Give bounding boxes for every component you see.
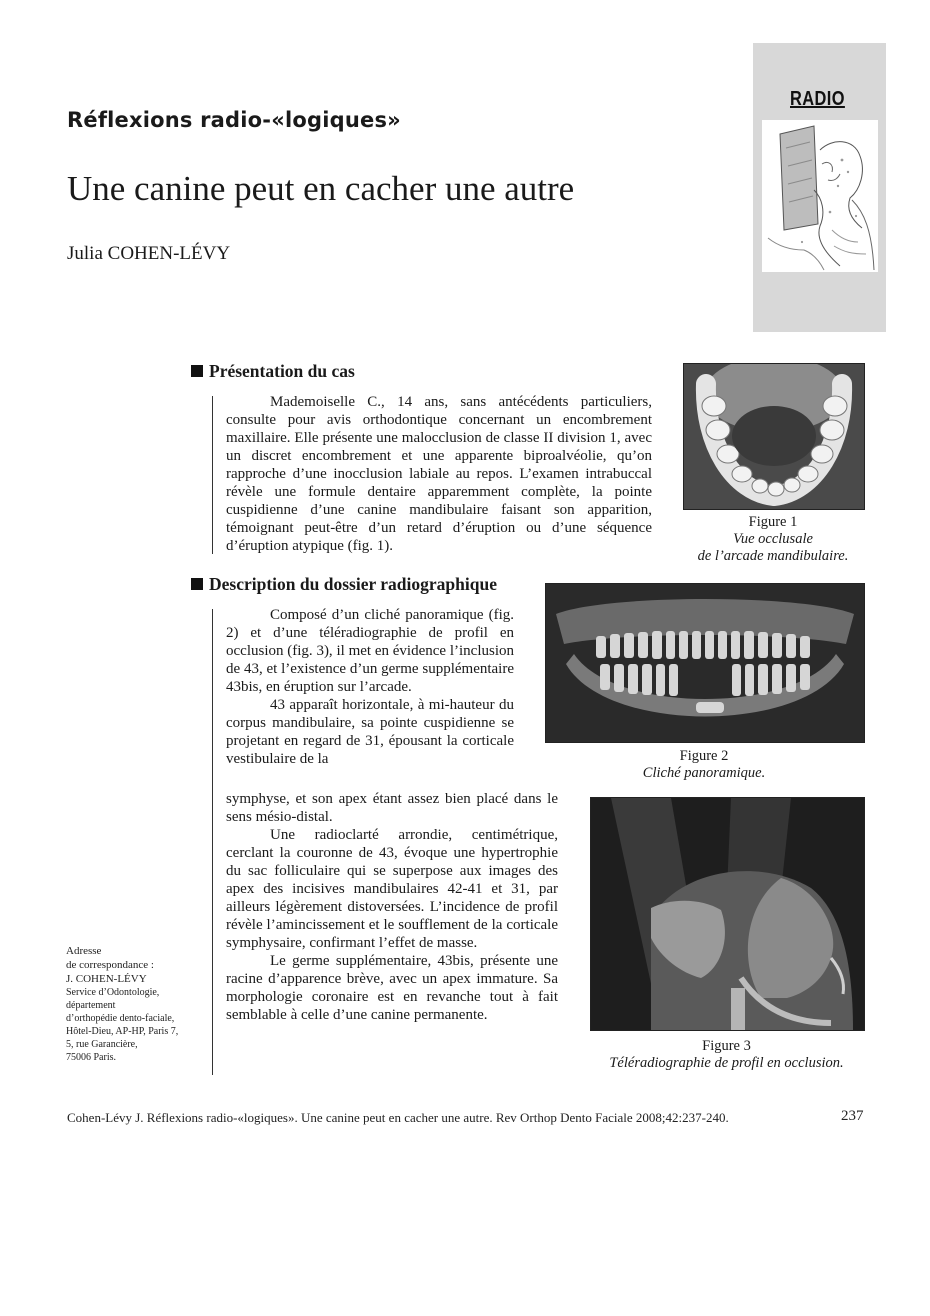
- radiographic-text-narrow: [226, 606, 514, 768]
- paragraph: Composé d’un cliché panoramique (fig. 2) et d’une téléradiographie de profil en occlusion (fig. 3), il met en évidence l’inclusion de 43, et l’existence d’un germe supplémentaire 43bis, en éruption sur l’arcade.: [226, 607, 514, 695]
- page-number: 237: [841, 1108, 864, 1124]
- radio-illustration: [762, 120, 878, 272]
- author-line: [67, 243, 230, 265]
- black-square-bullet-icon: [191, 365, 203, 377]
- paragraph: Mademoiselle C., 14 ans, sans antécédents particuliers, consulte pour avis orthodontique concernant un encombrement maxillaire. Elle présente une malocclusion de classe II division 1, avec un discret encombrement et une apparente biproalvéolie, qu’on rapproche d’une inocclusion labiale au repos. L’examen intrabuccal révèle une formule dentaire apparemment complète, la pointe cuspidienne d’une canine mandibulaire faisant son apparition, témoignant peut-être d’un retard d’éruption ou d’une séquence d’éruption atypique (fig. 1).: [226, 394, 652, 554]
- radiologist-sketch-icon: [762, 120, 878, 272]
- panoramic-xray-icon: [546, 584, 864, 742]
- article-title: Une canine peut en cacher une autre: [67, 169, 575, 208]
- paragraph: 43 apparaît horizontale, à mi-hauteur du corpus mandibulaire, sa pointe cuspidienne se projetant en regard de 31, épousant la corticale vestibulaire de la: [226, 697, 514, 767]
- radio-rubric-label: RADIO: [790, 88, 845, 110]
- figure-caption-line: Cliché panoramique.: [642, 765, 766, 781]
- citation-footer: Cohen-Lévy J. Réflexions radio-«logiques». Une canine peut en cacher une autre. Rev Orthop Dento Faciale 2008;42:237-240.: [67, 1110, 729, 1125]
- figure-caption-line: de l’arcade mandibulaire.: [697, 548, 849, 564]
- radiographic-text-wide: [226, 790, 558, 1024]
- margin-rule: [212, 396, 213, 554]
- address-line: département: [66, 1000, 116, 1011]
- lateral-ceph-xray-icon: [591, 798, 864, 1030]
- paragraph-continuation: symphyse, et son apex étant assez bien placé dans le sens mésio-distal.: [226, 791, 558, 825]
- address-line: de correspondance :: [66, 959, 154, 971]
- figure-caption-line: Téléradiographie de profil en occlusion.: [609, 1055, 844, 1071]
- address-line: 5, rue Garancière,: [66, 1039, 138, 1050]
- figure-2-panoramic-xray: [545, 583, 865, 743]
- presentation-text: [226, 393, 652, 555]
- rubric-heading: Réflexions radio-«logiques»: [67, 108, 401, 132]
- paragraph: Une radioclarté arrondie, centimétrique, cerclant la couronne de 43, évoque une hypertrophie du sac folliculaire qui se superpose aux images des apex des incisives mandibulaires 42-41 et 31, par ailleurs légèrement distoversées. L’incidence de profil révèle l’amincissement et le soufflement de la corticale symphysaire, confirmant l’effet de masse.: [226, 827, 558, 951]
- margin-rule: [212, 609, 213, 1075]
- correspondence-address: [66, 944, 196, 1064]
- black-square-bullet-icon: [191, 578, 203, 590]
- figure-1-caption: [683, 514, 863, 565]
- figure-3-caption: [590, 1038, 863, 1072]
- address-name: J. COHEN-LÉVY: [66, 973, 147, 985]
- section-heading-text: Présentation du cas: [209, 361, 355, 381]
- figure-caption-line: Vue occlusale: [733, 531, 813, 547]
- paragraph: Le germe supplémentaire, 43bis, présente une racine d’apparence brève, avec un apex immature. Sa morphologie coronaire est en revanche tout à fait semblable à celle d’une canine permanente.: [226, 953, 558, 1023]
- figure-label: Figure 1: [748, 514, 798, 530]
- figure-1-occlusal-photo: [683, 363, 865, 510]
- author-last-name: COHEN-LÉVY: [107, 243, 231, 264]
- section-heading-radiographic: [191, 574, 497, 595]
- figure-3-cephalometric-xray: [590, 797, 865, 1031]
- figure-label: Figure 3: [702, 1038, 751, 1054]
- address-line: d’orthopédie dento-faciale,: [66, 1013, 175, 1024]
- section-heading-text: Description du dossier radiographique: [209, 574, 497, 594]
- address-line: Adresse: [66, 945, 102, 957]
- occlusal-arch-photo-icon: [684, 364, 864, 509]
- address-line: 75006 Paris.: [66, 1052, 116, 1063]
- author-first-name: Julia: [67, 243, 103, 264]
- figure-label: Figure 2: [679, 748, 729, 764]
- section-heading-presentation: [191, 361, 355, 382]
- address-line: Service d’Odontologie,: [66, 987, 160, 998]
- address-line: Hôtel-Dieu, AP-HP, Paris 7,: [66, 1026, 179, 1037]
- figure-2-caption: [545, 748, 863, 782]
